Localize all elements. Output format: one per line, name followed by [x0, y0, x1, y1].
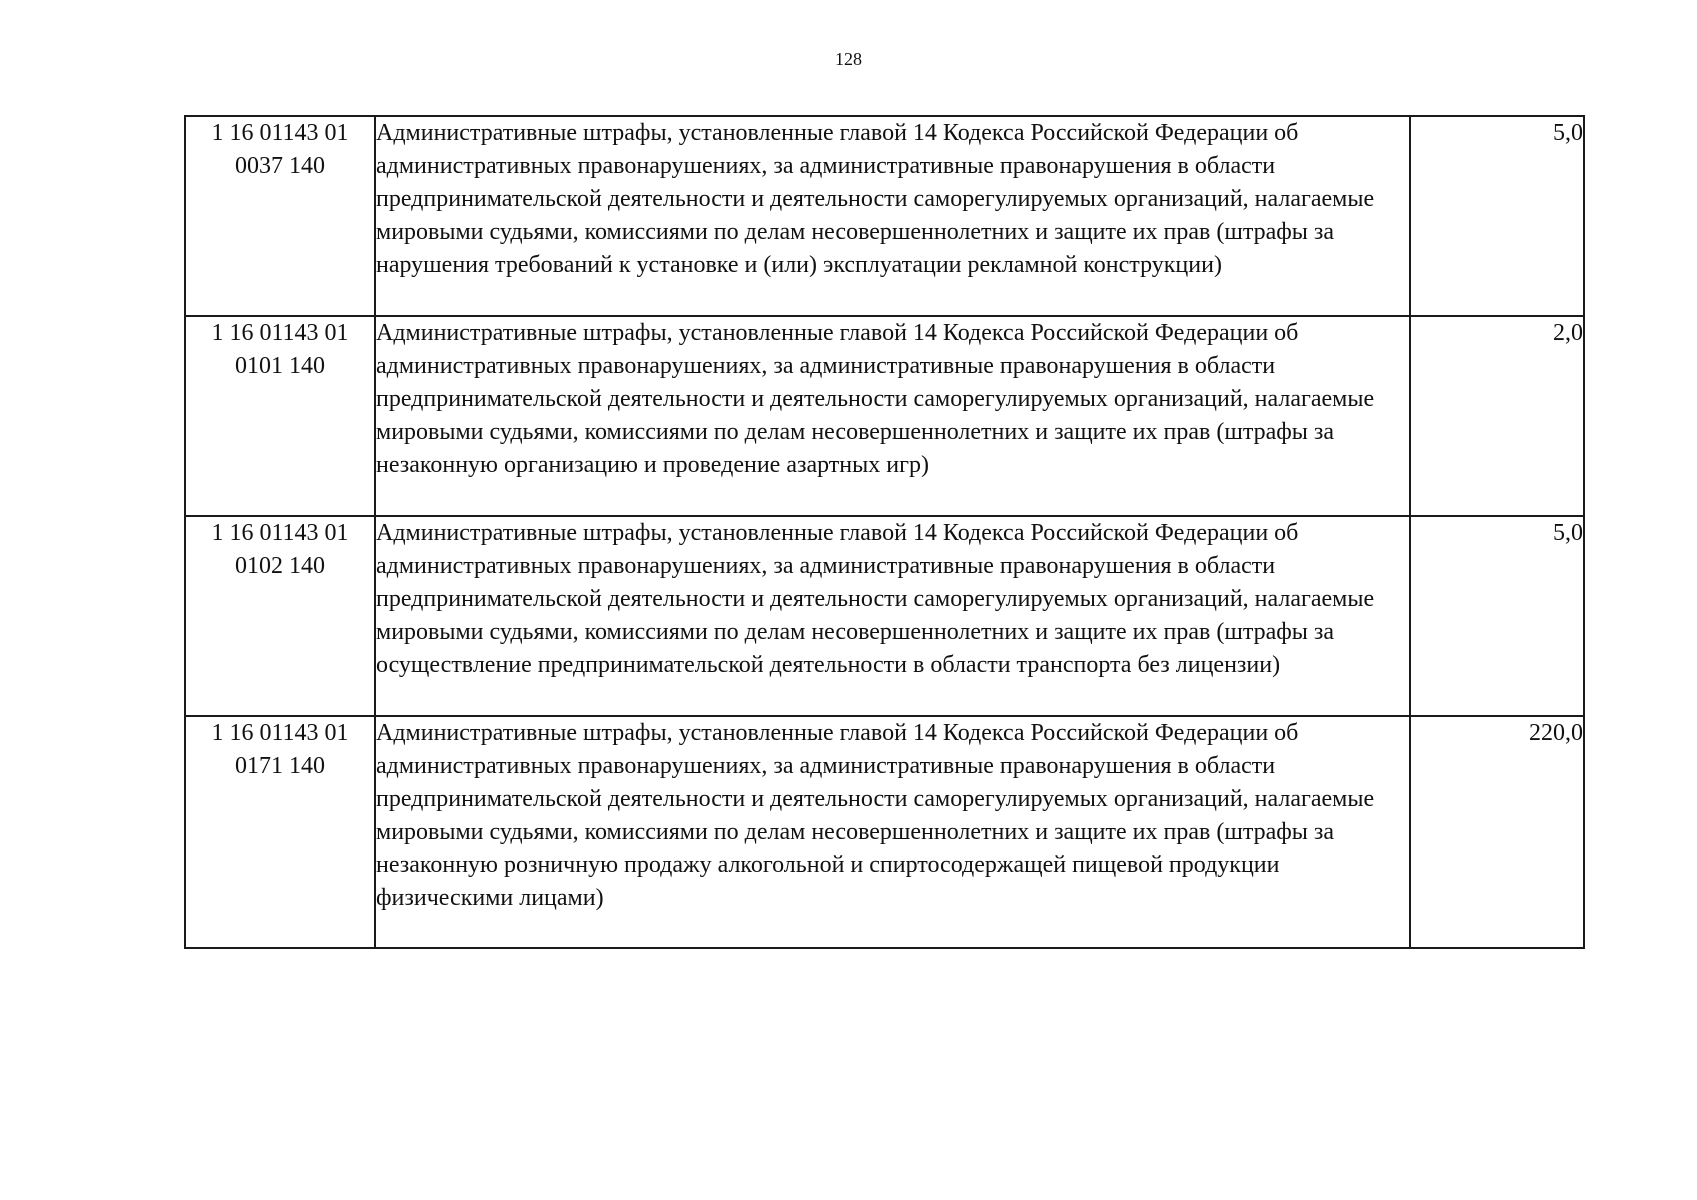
- budget-code-cell: [185, 716, 375, 948]
- budget-code-cell: [185, 116, 375, 316]
- amount-cell: 5,0: [1410, 116, 1584, 316]
- amount-cell: 5,0: [1410, 516, 1584, 716]
- budget-code-line-1: 1 16 01143 01: [211, 520, 349, 546]
- description-cell: Административные штрафы, установленные главой 14 Кодекса Российской Федерации об административных правонарушениях, за административные правонарушения в области предпринимательской деятельности и деятельности саморегулируемых организаций, налагаемые мировыми судьями, комиссиями по делам несовершеннолетних и защите их прав (штрафы за нарушения требований к установке и (или) эксплуатации рекламной конструкции): [375, 116, 1410, 316]
- budget-code-line-2: 0171 140: [235, 753, 325, 779]
- budget-code-line-1: 1 16 01143 01: [211, 320, 349, 346]
- budget-code-line-2: 0101 140: [235, 353, 325, 379]
- budget-code-line-2: 0102 140: [235, 553, 325, 579]
- description-cell: Административные штрафы, установленные главой 14 Кодекса Российской Федерации об административных правонарушениях, за административные правонарушения в области предпринимательской деятельности и деятельности саморегулируемых организаций, налагаемые мировыми судьями, комиссиями по делам несовершеннолетних и защите их прав (штрафы за осуществление предпринимательской деятельности в области транспорта без лицензии): [375, 516, 1410, 716]
- budget-code-cell: [185, 516, 375, 716]
- amount-cell: 220,0: [1410, 716, 1584, 948]
- table-row: [185, 116, 1584, 316]
- budget-code-line-1: 1 16 01143 01: [211, 120, 349, 146]
- page-number: 128: [835, 49, 862, 69]
- budget-code-line-2: 0037 140: [235, 153, 325, 179]
- table-row: [185, 516, 1584, 716]
- description-cell: Административные штрафы, установленные главой 14 Кодекса Российской Федерации об административных правонарушениях, за административные правонарушения в области предпринимательской деятельности и деятельности саморегулируемых организаций, налагаемые мировыми судьями, комиссиями по делам несовершеннолетних и защите их прав (штрафы за незаконную организацию и проведение азартных игр): [375, 316, 1410, 516]
- description-cell: Административные штрафы, установленные главой 14 Кодекса Российской Федерации об административных правонарушениях, за административные правонарушения в области предпринимательской деятельности и деятельности саморегулируемых организаций, налагаемые мировыми судьями, комиссиями по делам несовершеннолетних и защите их прав (штрафы за незаконную розничную продажу алкогольной и спиртосодержащей пищевой продукции физическими лицами): [375, 716, 1410, 948]
- budget-code-line-1: 1 16 01143 01: [211, 720, 349, 746]
- amount-cell: 2,0: [1410, 316, 1584, 516]
- budget-code-cell: [185, 316, 375, 516]
- table-row: [185, 316, 1584, 516]
- table-row: [185, 716, 1584, 948]
- revenue-table: [184, 115, 1585, 949]
